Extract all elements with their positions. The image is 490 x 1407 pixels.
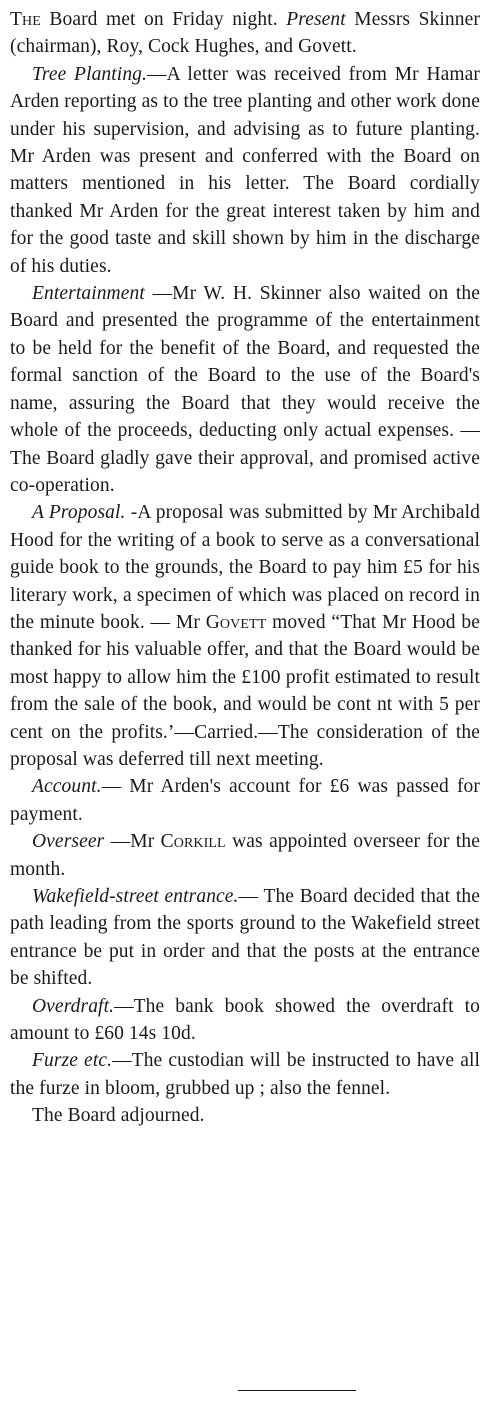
- proposal-text-before: -A proposal was submitted by Mr Archibald Hood for the writing of a book to serve as a conversational guide book to the grounds, the Board to pay him £5 for his literary work, a specimen of which was placed on record in the minute book. — Mr: [10, 502, 480, 633]
- tree-planting-paragraph: [10, 61, 480, 280]
- account-heading: Account.: [32, 776, 102, 798]
- closing-paragraph: [10, 1102, 480, 1129]
- proposal-heading: A Proposal.: [32, 502, 126, 524]
- opening-text: Board met on Friday night.: [49, 9, 278, 30]
- furze-text: —The custodian will be instructed to have all the furze in bloom, grubbed up ; also the fennel.: [10, 1050, 481, 1099]
- overdraft-text: —The bank book showed the overdraft to amount to £60 14s 10d.: [10, 995, 480, 1045]
- overseer-paragraph: [10, 828, 480, 883]
- members-list: Messrs Skinner (chairman), Roy, Cock Hughes, and Govett.: [10, 9, 480, 58]
- closing-text: The Board adjourned.: [32, 1105, 205, 1127]
- wakefield-text: — The Board decided that the path leading from the sports ground to the Wakefield street entrance be put in order and that the posts at the entrance be shifted.: [10, 886, 480, 990]
- opening-the: The: [10, 9, 41, 30]
- wakefield-heading: Wakefield-street entrance.: [32, 886, 239, 907]
- overseer-text-before: —Mr: [110, 831, 155, 853]
- overseer-text-after: was appointed overseer for the month.: [10, 831, 480, 880]
- overseer-name: Corkill: [160, 831, 226, 853]
- proposal-text-after: moved “That Mr Hood be thanked for his valuable offer, and that the Board would be most happy to allow him the £100 profit estimated to result from the sale of the book, and would be cont nt with 5 per cent on the profits.’—Carried.—The consideration of the proposal was deferred till next meeting.: [10, 611, 481, 770]
- furze-heading: Furze etc.: [32, 1050, 113, 1072]
- overseer-heading: Overseer: [32, 831, 105, 853]
- wakefield-paragraph: [10, 883, 480, 993]
- tree-planting-heading: Tree Planting.: [32, 63, 147, 85]
- entertainment-text: —Mr W. H. Skinner also waited on the Board and presented the programme of the entertainment to be held for the benefit of the Board, and requested the formal sanction of the Board to the use of the Board's name, assuring the Board that they would receive the whole of the proceeds, deducting only actual expenses. —The Board gladly gave their approval, and promised active co-operation.: [10, 283, 480, 496]
- account-text: — Mr Arden's account for £6 was passed for payment.: [10, 776, 480, 825]
- overdraft-paragraph: [10, 993, 480, 1048]
- closing-rule: [238, 1390, 356, 1391]
- present-label: Present: [286, 9, 346, 30]
- entertainment-heading: Entertainment: [32, 283, 145, 305]
- tree-planting-text: —A letter was received from Mr Hamar Arden reporting as to the tree planting and other work done under his supervision, and advising as to future planting. Mr Arden was present and conferred with the Board on matters mentioned in his letter. The Board cordially thanked Mr Arden for the great interest taken by him and for the good taste and skill shown by him in the discharge of his duties.: [10, 63, 480, 277]
- proposal-paragraph: [10, 499, 480, 773]
- opening-paragraph: [10, 6, 480, 61]
- proposal-mover: Govett: [205, 611, 267, 633]
- account-paragraph: [10, 773, 480, 828]
- furze-paragraph: [10, 1047, 480, 1102]
- entertainment-paragraph: [10, 280, 480, 499]
- overdraft-heading: Overdraft.: [32, 995, 115, 1017]
